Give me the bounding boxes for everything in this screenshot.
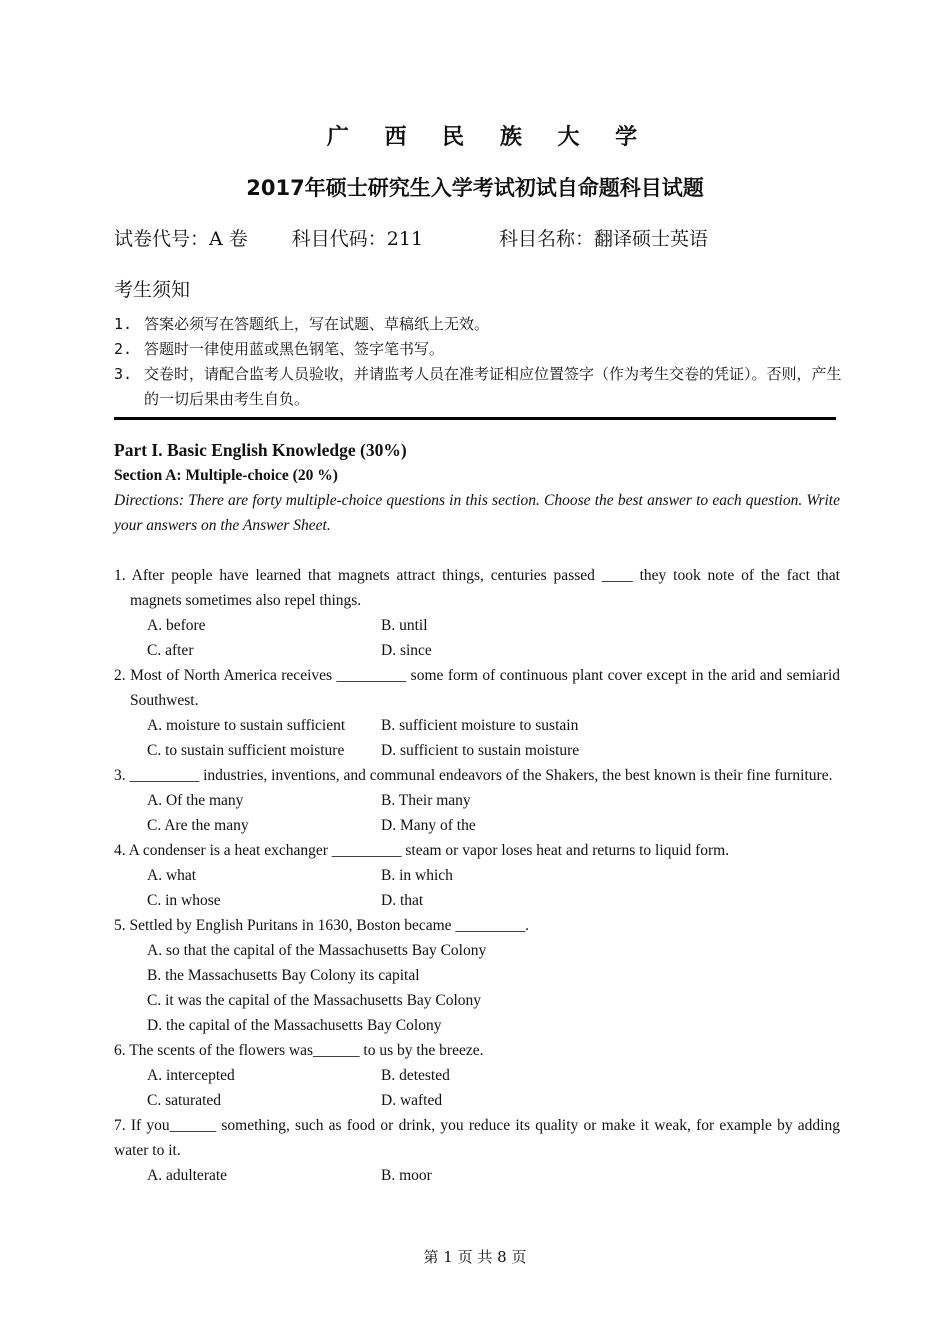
option-d: D. since [381, 642, 432, 659]
option-b: B. the Massachusetts Bay Colony its capital [147, 967, 420, 984]
option-c: C. it was the capital of the Massachusetts Bay Colony [147, 992, 482, 1009]
notice-number: 2. [114, 340, 133, 358]
subject-code: 科目代码：211 [291, 228, 424, 250]
directions: Directions: There are forty multiple-choice questions in this section. Choose the best answer to each question. Write your answers on the Answer Sheet. [114, 492, 840, 534]
divider-rule [114, 417, 836, 420]
notice-title: 考生须知 [114, 279, 191, 301]
option-row [114, 738, 840, 763]
section-title: Section A: Multiple-choice (20 %) [114, 467, 338, 484]
question-stem: 6. The scents of the flowers was______ to us by the breeze. [114, 1042, 484, 1059]
option-row [114, 1063, 840, 1088]
notice-item [114, 337, 844, 362]
option-c: C. after [147, 642, 194, 659]
notice-item [114, 362, 844, 412]
question-stem: 3. _________ industries, inventions, and communal endeavors of the Shakers, the best known is their fine furniture. [114, 767, 833, 784]
option-b: B. sufficient moisture to sustain [381, 717, 579, 734]
question-stem: 5. Settled by English Puritans in 1630, Boston became _________. [114, 917, 530, 934]
option-d: D. wafted [381, 1092, 443, 1109]
subject-name: 科目名称：翻译硕士英语 [499, 228, 709, 250]
option-a: A. moisture to sustain sufficient [147, 717, 346, 734]
option-row [114, 863, 840, 888]
question-stem: 7. If you______ something, such as food or drink, you reduce its quality or make it weak, for example by adding water to it. [114, 1117, 840, 1159]
option-b: B. moor [381, 1167, 432, 1184]
question-stem: 4. A condenser is a heat exchanger _________ steam or vapor loses heat and returns to liquid form. [114, 842, 730, 859]
question-stem: 1. After people have learned that magnets attract things, centuries passed ____ they took note of the fact that magnets sometimes also repel things. [114, 567, 840, 609]
page-footer: 第 1 页 共 8 页 [423, 1248, 527, 1266]
option-a: A. what [147, 867, 197, 884]
option-row [114, 713, 840, 738]
option-row [114, 888, 840, 913]
notice-text: 答题时一律使用蓝或黑色钢笔、签字笔书写。 [144, 340, 445, 358]
option-c: C. to sustain sufficient moisture [147, 742, 345, 759]
option-d: D. that [381, 892, 424, 909]
option-row [114, 638, 840, 663]
notice-number: 1. [114, 315, 133, 333]
option-row [114, 613, 840, 638]
option-a: A. Of the many [147, 792, 244, 809]
option-b: B. Their many [381, 792, 471, 809]
option-row [114, 1088, 840, 1113]
question-stem: 2. Most of North America receives _________ some form of continuous plant cover except in the arid and semiarid Southwest. [114, 667, 840, 709]
notice-text: 答案必须写在答题纸上，写在试题、草稿纸上无效。 [144, 315, 490, 333]
option-row [114, 1163, 840, 1188]
option-d: D. the capital of the Massachusetts Bay Colony [147, 1017, 442, 1034]
notice-item [114, 312, 844, 337]
notice-list [114, 312, 844, 412]
exam-title: 2017年硕士研究生入学考试初试自命题科目试题 [246, 176, 704, 200]
option-c: C. saturated [147, 1092, 222, 1109]
notice-number: 3. [114, 365, 133, 383]
option-b: B. until [381, 617, 428, 634]
option-c: C. Are the many [147, 817, 249, 834]
option-a: A. before [147, 617, 206, 634]
notice-text: 交卷时，请配合监考人员验收，并请监考人员在准考证相应位置签字（作为考生交卷的凭证）。否则，产生的一切后果由考生自负。 [144, 365, 842, 408]
option-row [114, 813, 840, 838]
university-name: 广 西 民 族 大 学 [326, 125, 652, 150]
option-c: C. in whose [147, 892, 221, 909]
option-row [114, 788, 840, 813]
option-b: B. detested [381, 1067, 450, 1084]
option-d: D. sufficient to sustain moisture [381, 742, 580, 759]
option-a: A. intercepted [147, 1067, 235, 1084]
exam-body [114, 436, 840, 1188]
option-a: A. so that the capital of the Massachusetts Bay Colony [147, 942, 487, 959]
option-b: B. in which [381, 867, 453, 884]
paper-code: 试卷代号：A 卷 [114, 228, 248, 250]
option-d: D. Many of the [381, 817, 476, 834]
exam-meta [114, 224, 708, 251]
part-title: Part I. Basic English Knowledge (30%) [114, 440, 407, 460]
option-a: A. adulterate [147, 1167, 228, 1184]
